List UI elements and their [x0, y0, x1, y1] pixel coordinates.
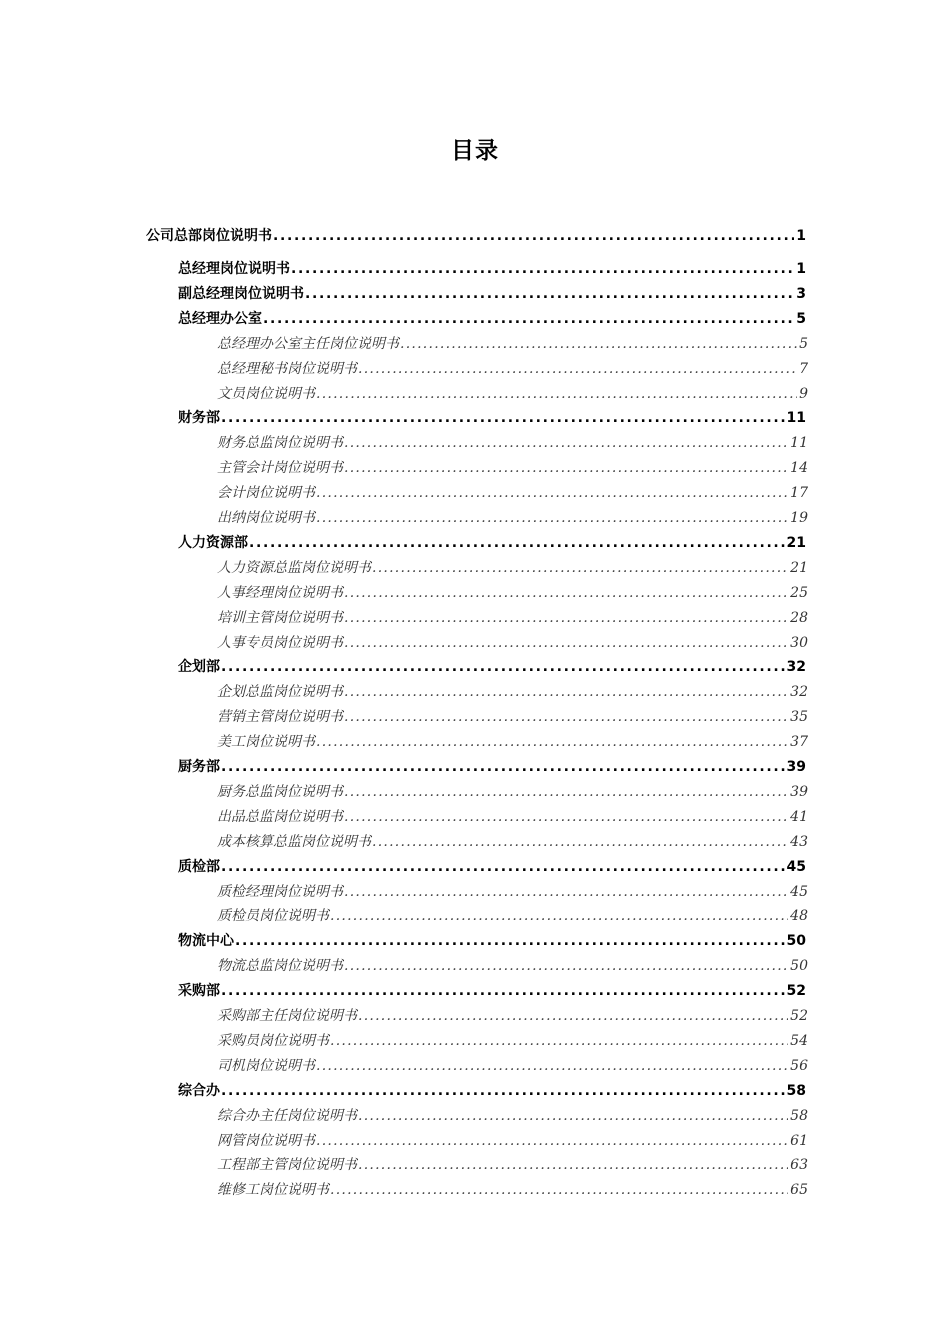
toc-entry-label: 公司总部岗位说明书: [146, 228, 272, 244]
toc-entry-label: 物流中心: [178, 933, 234, 950]
toc-entry[interactable]: [178, 980, 806, 1002]
toc-entry-label: 司机岗位说明书: [217, 1057, 315, 1074]
toc-entry-page-number: 32: [790, 684, 808, 701]
toc-entry-label: 质检部: [178, 858, 220, 875]
toc-entry[interactable]: [217, 831, 808, 853]
dot-leader: [221, 1080, 785, 1102]
dot-leader: [221, 756, 785, 778]
toc-entry-page-number: 63: [790, 1157, 808, 1174]
toc-entry-page-number: 58: [786, 1082, 806, 1099]
dot-leader: [400, 333, 797, 355]
toc-entry[interactable]: [178, 856, 806, 878]
toc-entry-label: 厨务部: [178, 759, 220, 775]
toc-entry-page-number: 58: [790, 1107, 808, 1124]
dot-leader: [344, 582, 788, 604]
dot-leader: [221, 856, 785, 878]
dot-leader: [358, 1105, 788, 1127]
toc-entry[interactable]: [217, 806, 808, 828]
toc-entry-page-number: 52: [790, 1008, 808, 1024]
toc-entry[interactable]: [217, 1179, 808, 1201]
toc-entry-label: 采购部主任岗位说明书: [217, 1008, 357, 1024]
toc-entry-label: 总经理办公室: [178, 310, 262, 327]
dot-leader: [249, 532, 785, 554]
dot-leader: [344, 681, 788, 703]
toc-entry-page-number: 17: [790, 485, 808, 502]
dot-leader: [358, 358, 797, 380]
toc-entry[interactable]: [217, 632, 808, 654]
dot-leader: [330, 905, 788, 927]
toc-entry-page-number: 9: [799, 385, 808, 402]
toc-entry-page-number: 1: [796, 228, 806, 244]
toc-entry-label: 总经理办公室主任岗位说明书: [217, 335, 399, 352]
toc-entry-page-number: 48: [790, 908, 808, 925]
dot-leader: [263, 308, 794, 330]
toc-entry-label: 维修工岗位说明书: [217, 1182, 329, 1199]
toc-entry-page-number: 32: [786, 659, 806, 676]
toc-entry-label: 工程部主管岗位说明书: [217, 1157, 357, 1174]
toc-entry-label: 质检经理岗位说明书: [217, 883, 343, 900]
toc-entry-page-number: 25: [790, 584, 808, 601]
toc-entry[interactable]: [178, 308, 806, 330]
toc-entry-label: 培训主管岗位说明书: [217, 609, 343, 626]
toc-entry-page-number: 35: [790, 709, 808, 726]
toc-entry-label: 网管岗位说明书: [217, 1132, 315, 1149]
toc-entry[interactable]: [217, 607, 808, 629]
toc-entry-label: 总经理岗位说明书: [178, 261, 290, 277]
dot-leader: [221, 980, 785, 1002]
toc-entry[interactable]: [217, 706, 808, 728]
dot-leader: [273, 225, 794, 247]
dot-leader: [344, 781, 788, 803]
toc-entry-page-number: 45: [790, 883, 808, 900]
toc-entry[interactable]: [178, 283, 806, 305]
toc-entry-page-number: 52: [786, 983, 806, 1000]
toc-entry-label: 企划部: [178, 659, 220, 676]
toc-entry-page-number: 54: [790, 1032, 808, 1049]
toc-entry-label: 厨务总监岗位说明书: [217, 783, 343, 800]
toc-entry-page-number: 28: [790, 609, 808, 626]
toc-entry-page-number: 37: [790, 734, 808, 751]
toc-entry[interactable]: [178, 756, 806, 778]
toc-entry[interactable]: [217, 582, 808, 604]
dot-leader: [372, 557, 788, 579]
toc-entry-label: 企划总监岗位说明书: [217, 684, 343, 701]
toc-entry-label: 美工岗位说明书: [217, 734, 315, 751]
dot-leader: [358, 1154, 788, 1176]
toc-entry[interactable]: [217, 1005, 808, 1027]
toc-entry[interactable]: [217, 881, 808, 903]
dot-leader: [330, 1179, 788, 1201]
dot-leader: [221, 656, 785, 678]
toc-entry-label: 人力资源总监岗位说明书: [217, 559, 371, 576]
toc-entry[interactable]: [217, 432, 808, 454]
dot-leader: [344, 806, 788, 828]
toc-entry[interactable]: [178, 407, 806, 429]
dot-leader: [344, 881, 788, 903]
toc-entry-page-number: 3: [796, 285, 806, 302]
toc-entry[interactable]: [217, 681, 808, 703]
toc-entry-label: 采购部: [178, 983, 220, 1000]
toc-entry[interactable]: [217, 955, 808, 977]
dot-leader: [372, 831, 788, 853]
toc-entry-label: 综合办: [178, 1082, 220, 1099]
toc-entry-page-number: 45: [786, 858, 806, 875]
dot-leader: [221, 407, 785, 429]
toc-entry[interactable]: [217, 1105, 808, 1127]
toc-entry-page-number: 19: [790, 510, 808, 526]
toc-entry[interactable]: [178, 930, 806, 952]
toc-entry-page-number: 5: [799, 335, 808, 352]
toc-entry[interactable]: [217, 457, 808, 479]
toc-entry-label: 采购员岗位说明书: [217, 1032, 329, 1049]
toc-entry[interactable]: [217, 1130, 808, 1152]
dot-leader: [235, 930, 785, 952]
toc-entry[interactable]: [217, 333, 808, 355]
toc-entry-label: 总经理秘书岗位说明书: [217, 360, 357, 377]
dot-leader: [316, 383, 797, 405]
toc-entry[interactable]: [217, 781, 808, 803]
dot-leader: [316, 731, 788, 753]
toc-entry[interactable]: [178, 1080, 806, 1102]
toc-entry[interactable]: [178, 258, 806, 280]
toc-entry[interactable]: [178, 656, 806, 678]
toc-entry[interactable]: [217, 557, 808, 579]
dot-leader: [344, 955, 788, 977]
toc-entry[interactable]: [217, 482, 808, 504]
dot-leader: [344, 706, 788, 728]
dot-leader: [344, 632, 788, 654]
toc-entry-label: 成本核算总监岗位说明书: [217, 833, 371, 850]
dot-leader: [344, 432, 788, 454]
toc-entry-page-number: 7: [799, 360, 808, 377]
toc-entry[interactable]: [146, 225, 806, 247]
toc-entry-page-number: 39: [786, 759, 806, 775]
toc-entry-page-number: 5: [796, 310, 806, 327]
toc-entry[interactable]: [217, 507, 808, 529]
dot-leader: [316, 482, 788, 504]
toc-entry[interactable]: [178, 532, 806, 554]
toc-entry-page-number: 39: [790, 783, 808, 800]
toc-entry[interactable]: [217, 905, 808, 927]
toc-entry-label: 出纳岗位说明书: [217, 510, 315, 526]
toc-entry-label: 会计岗位说明书: [217, 485, 315, 502]
toc-entry-page-number: 11: [790, 435, 808, 452]
toc-entry-page-number: 11: [786, 410, 806, 427]
dot-leader: [316, 507, 788, 529]
toc-entry-label: 营销主管岗位说明书: [217, 709, 343, 726]
toc-entry-label: 质检员岗位说明书: [217, 908, 329, 925]
toc-entry-page-number: 1: [796, 261, 806, 277]
toc-entry[interactable]: [217, 1154, 808, 1176]
toc-entry-label: 文员岗位说明书: [217, 385, 315, 402]
toc-entry-label: 出品总监岗位说明书: [217, 808, 343, 825]
toc-entry-label: 物流总监岗位说明书: [217, 958, 343, 975]
toc-entry-page-number: 14: [790, 460, 808, 477]
dot-leader: [344, 607, 788, 629]
toc-entry-label: 人事经理岗位说明书: [217, 584, 343, 601]
toc-entry-label: 人力资源部: [178, 534, 248, 551]
toc-entry-page-number: 50: [786, 933, 806, 950]
toc-entry[interactable]: [217, 1055, 808, 1077]
toc-entry-page-number: 61: [790, 1132, 808, 1149]
dot-leader: [344, 457, 788, 479]
toc-entry-label: 综合办主任岗位说明书: [217, 1107, 357, 1124]
toc-entry-label: 副总经理岗位说明书: [178, 285, 304, 302]
toc-entry[interactable]: [217, 1030, 808, 1052]
toc-entry-label: 主管会计岗位说明书: [217, 460, 343, 477]
dot-leader: [305, 283, 794, 305]
dot-leader: [330, 1030, 788, 1052]
dot-leader: [316, 1055, 788, 1077]
toc-entry-page-number: 21: [790, 559, 808, 576]
toc-entry-page-number: 30: [790, 634, 808, 651]
toc-entry-page-number: 50: [790, 958, 808, 975]
toc-entry-page-number: 43: [790, 833, 808, 850]
toc-entry-label: 人事专员岗位说明书: [217, 634, 343, 651]
toc-entry-label: 财务部: [178, 410, 220, 427]
dot-leader: [316, 1130, 788, 1152]
toc-entry[interactable]: [217, 358, 808, 380]
dot-leader: [291, 258, 794, 280]
toc-entry-page-number: 41: [790, 808, 808, 825]
page-title: 目录: [451, 138, 499, 164]
dot-leader: [358, 1005, 788, 1027]
toc-entry-page-number: 21: [786, 534, 806, 551]
toc-entry[interactable]: [217, 731, 808, 753]
toc-entry[interactable]: [217, 383, 808, 405]
toc-entry-label: 财务总监岗位说明书: [217, 435, 343, 452]
toc-entry-page-number: 56: [790, 1057, 808, 1074]
toc-entry-page-number: 65: [790, 1182, 808, 1199]
